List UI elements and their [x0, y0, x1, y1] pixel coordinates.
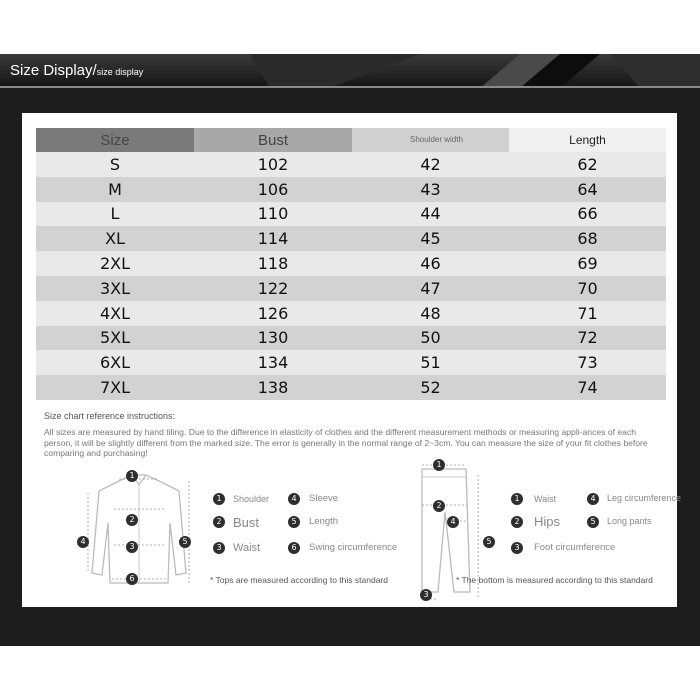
shirt-point-2: 2 — [126, 514, 138, 526]
table-cell: 110 — [194, 202, 352, 227]
bottoms-legend-foot: Foot circumference — [534, 542, 616, 553]
table-cell: 45 — [352, 226, 509, 251]
tops-legend-swing: Swing circumference — [309, 542, 398, 553]
table-row — [36, 350, 666, 375]
tops-legend-badge-5: 5 — [288, 516, 300, 528]
tops-legend-badge-1: 1 — [213, 493, 225, 505]
table-row — [36, 177, 666, 202]
table-cell: 102 — [194, 152, 352, 177]
table-cell: 47 — [352, 276, 509, 301]
table-cell: 7XL — [36, 375, 194, 400]
header-title-text: Size Display/ — [10, 62, 97, 79]
column-header-size: Size — [36, 128, 194, 152]
shirt-diagram — [74, 463, 204, 603]
table-cell: XL — [36, 226, 194, 251]
table-cell: L — [36, 202, 194, 227]
bottoms-legend-badge-2: 2 — [511, 516, 523, 528]
table-cell: 52 — [352, 375, 509, 400]
table-cell: 46 — [352, 251, 509, 276]
table-cell: 48 — [352, 301, 509, 326]
bottom-margin — [0, 646, 700, 700]
section-header — [0, 54, 700, 88]
table-cell: 72 — [509, 326, 666, 351]
table-cell: 118 — [194, 251, 352, 276]
table-cell: 130 — [194, 326, 352, 351]
size-chart-panel — [22, 113, 682, 607]
table-cell: 69 — [509, 251, 666, 276]
tops-legend-badge-3: 3 — [213, 542, 225, 554]
table-row — [36, 301, 666, 326]
column-header-bust: Bust — [194, 128, 352, 152]
header-subtitle: size display — [96, 67, 144, 77]
bottoms-legend-long: Long pants — [607, 516, 652, 526]
table-cell: 71 — [509, 301, 666, 326]
table-cell: 42 — [352, 152, 509, 177]
tops-legend-bust: Bust — [233, 515, 260, 530]
tops-legend-waist: Waist — [233, 542, 261, 554]
table-cell: 51 — [352, 350, 509, 375]
table-cell: 126 — [194, 301, 352, 326]
table-cell: 5XL — [36, 326, 194, 351]
shirt-point-1: 1 — [126, 470, 138, 482]
table-header-row — [36, 128, 666, 152]
bottoms-legend-leg: Leg circumference — [607, 493, 682, 503]
tops-footnote: * Tops are measured according to this standard — [210, 575, 388, 585]
table-cell: 106 — [194, 177, 352, 202]
table-cell: 138 — [194, 375, 352, 400]
tops-legend-badge-2: 2 — [213, 516, 225, 528]
shirt-point-4: 4 — [77, 536, 89, 548]
bottoms-legend-hips: Hips — [534, 514, 561, 529]
tops-legend-badge-6: 6 — [288, 542, 300, 554]
table-row — [36, 152, 666, 177]
table-row — [36, 202, 666, 227]
table-cell: 66 — [509, 202, 666, 227]
table-cell: 70 — [509, 276, 666, 301]
table-cell: 3XL — [36, 276, 194, 301]
table-cell: 62 — [509, 152, 666, 177]
table-cell: 122 — [194, 276, 352, 301]
table-cell: 43 — [352, 177, 509, 202]
table-cell: 134 — [194, 350, 352, 375]
bottoms-legend-waist: Waist — [534, 494, 557, 504]
tops-legend-length: Length — [309, 516, 339, 527]
header-divider — [0, 86, 700, 88]
pants-point-3: 3 — [420, 589, 432, 601]
pants-point-1: 1 — [433, 459, 445, 471]
table-cell: S — [36, 152, 194, 177]
shirt-point-3: 3 — [126, 541, 138, 553]
pants-point-4: 4 — [447, 516, 459, 528]
tops-legend-shoulder: Shoulder — [233, 494, 270, 504]
table-cell: 4XL — [36, 301, 194, 326]
table-cell: 73 — [509, 350, 666, 375]
tops-legend-badge-4: 4 — [288, 493, 300, 505]
table-cell: 50 — [352, 326, 509, 351]
top-margin — [0, 0, 700, 54]
table-cell: 68 — [509, 226, 666, 251]
bottoms-footnote: * The bottom is measured according to this standard — [456, 575, 653, 585]
table-cell: 74 — [509, 375, 666, 400]
table-cell: 44 — [352, 202, 509, 227]
header-title — [10, 62, 143, 79]
shirt-point-5: 5 — [179, 536, 191, 548]
table-cell: M — [36, 177, 194, 202]
table-row — [36, 276, 666, 301]
pants-point-5: 5 — [483, 536, 495, 548]
tops-legend-sleeve: Sleeve — [309, 493, 339, 504]
notes-body: All sizes are measured by hand tiling. Due to the difference in elasticity of clothes and the different measurement methods or measuring appli-ances of each person, it will be slightly different from the marked size. The error is generally in the normal range of 2~3cm. You can measure the size of your fit clothes before comparing and purchasing! — [44, 427, 648, 458]
column-header-length: Length — [509, 128, 666, 152]
table-row — [36, 326, 666, 351]
notes-heading: Size chart reference instructions: — [44, 411, 176, 421]
shirt-point-6: 6 — [126, 573, 138, 585]
bottoms-legend-badge-4: 4 — [587, 493, 599, 505]
table-row — [36, 375, 666, 400]
table-row — [36, 251, 666, 276]
bottoms-legend-badge-1: 1 — [511, 493, 523, 505]
pants-point-2: 2 — [433, 500, 445, 512]
table-cell: 64 — [509, 177, 666, 202]
column-header-shoulder: Shoulder width — [352, 128, 509, 152]
table-cell: 6XL — [36, 350, 194, 375]
table-cell: 114 — [194, 226, 352, 251]
bottoms-legend-badge-5: 5 — [587, 516, 599, 528]
table-cell: 2XL — [36, 251, 194, 276]
table-row — [36, 226, 666, 251]
bottoms-legend-badge-3: 3 — [511, 542, 523, 554]
size-table — [36, 128, 666, 400]
